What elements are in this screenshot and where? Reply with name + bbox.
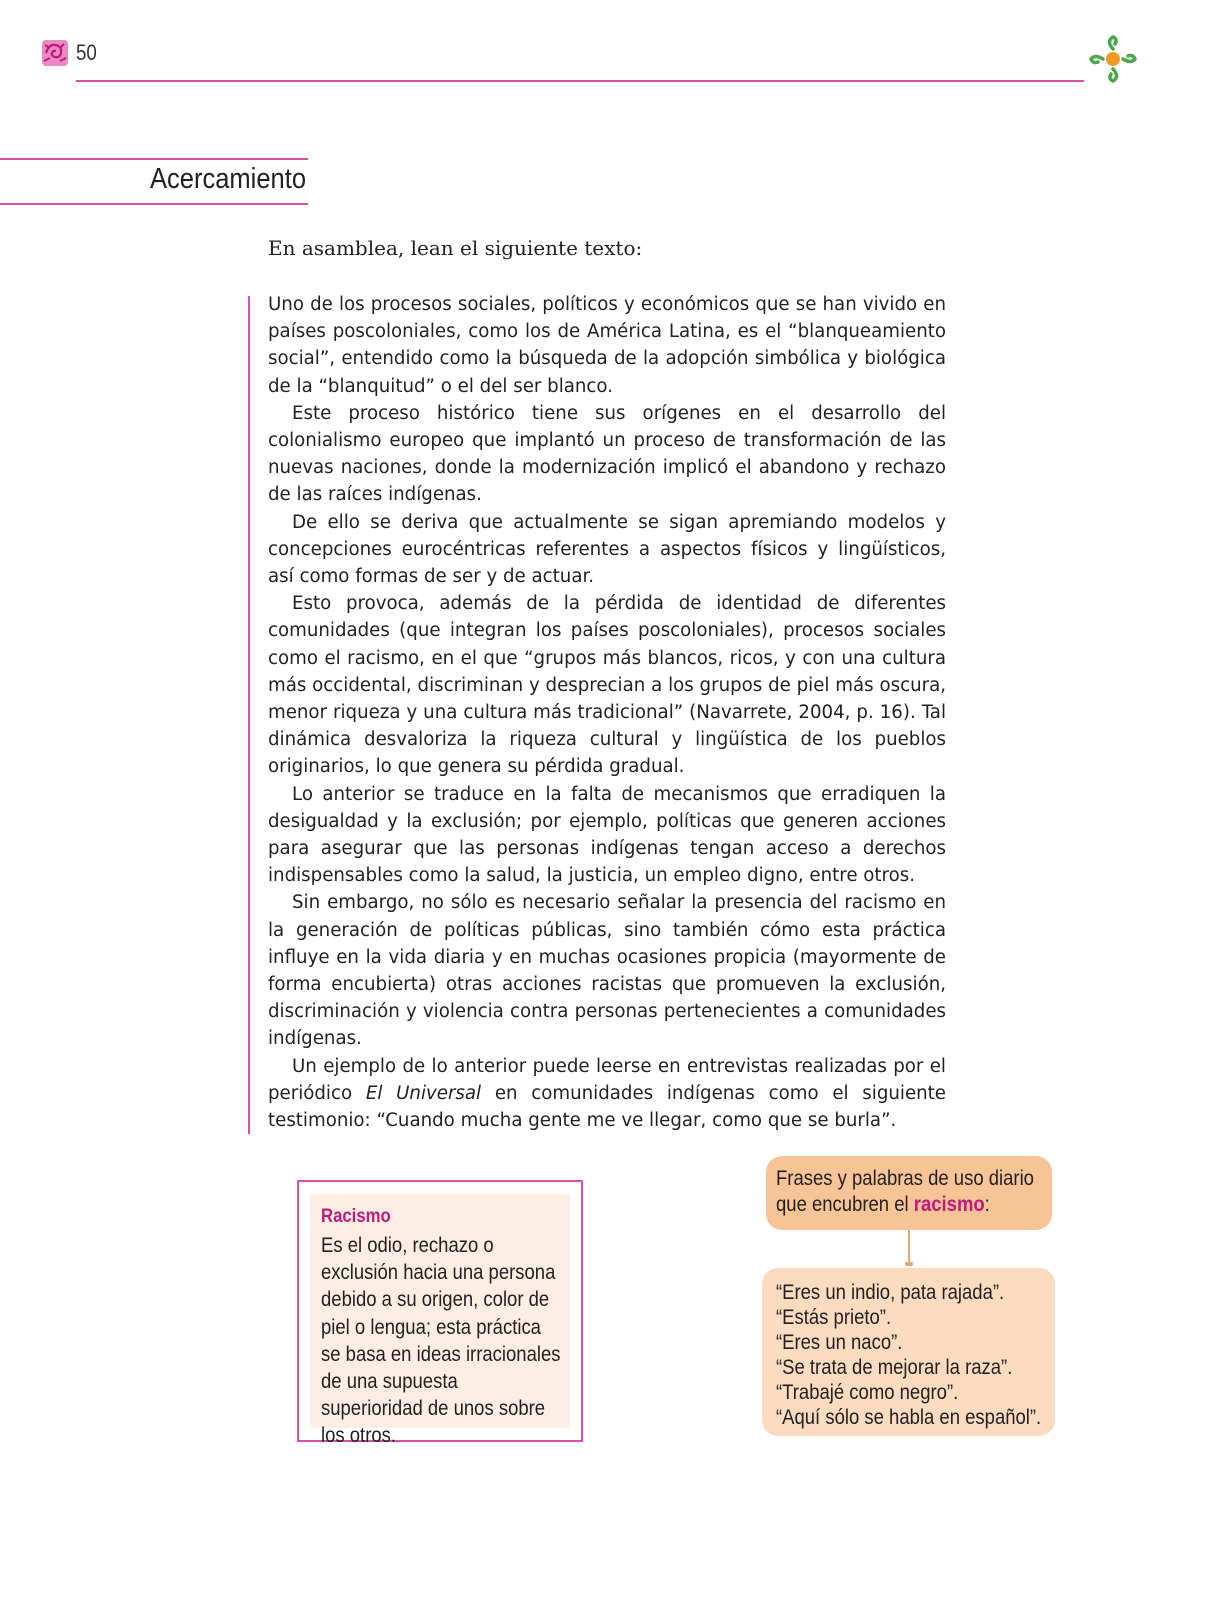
page-number: 50 [76, 40, 97, 65]
reading-text: Un ejemplo de lo anterior puede leerse en entrevistas realizadas por el periódico [268, 1055, 946, 1104]
reading-text: en comunidades indígenas como el siguiente testimonio: “Cuando mucha gente me ve llegar, como que se burla”. [268, 1082, 946, 1132]
section-rule-bottom [0, 203, 308, 205]
flower-logo-icon [1086, 33, 1140, 85]
definition-term: Racismo [321, 1206, 391, 1227]
reading-paragraph: Esto provoca, además de la pérdida de identidad de diferentes comunidades (que integran los países poscoloniales), procesos sociales como el racismo, en el que “grupos más blancos, ricos, y con una cultura más occidental, discriminan y desprecian a los grupos de piel más oscura, menor riqueza y una cultura más tradicional” (Navarrete, 2004, p. 16). Tal dinámica desvaloriza la riqueza cultural y lingüística de los pueblos originarios, lo que genera su pérdida gradual. [268, 593, 946, 778]
phrase-item: “Eres un naco”. [776, 1330, 903, 1354]
instruction-text: En asamblea, lean el siguiente texto: [268, 236, 643, 260]
phrase-item: “Aquí sólo se habla en español”. [776, 1405, 1042, 1429]
newspaper-title: El Universal [365, 1082, 482, 1104]
phrases-header-highlight: racismo [913, 1192, 985, 1216]
reading-paragraph: Sin embargo, no sólo es necesario señalar la presencia del racismo en la generación de políticas públicas, sino también cómo esta práctica influye en la vida diaria y en muchas ocasiones propicia (mayormente de forma encubierta) otras acciones racistas que promueven la exclusión, discriminación y violencia contra personas pertenecientes a comunidades indígenas. [268, 892, 946, 1050]
phrases-list-box [762, 1268, 1055, 1436]
header-divider [76, 80, 1084, 82]
phrase-item: “Estás prieto”. [776, 1305, 892, 1329]
phrase-item: “Trabajé como negro”. [776, 1380, 959, 1404]
reading-paragraph: Este proceso histórico tiene sus orígenes en el desarrollo del colonialismo europeo que implantó un proceso de transformación de las nuevas naciones, donde la modernización implicó el abandono y rechazo de las raíces indígenas. [268, 402, 946, 506]
diagram-connector [908, 1230, 910, 1266]
reading-paragraph [268, 1053, 946, 1135]
definition-box-inner [310, 1194, 570, 1448]
section-title: Acercamiento [150, 163, 307, 195]
phrases-header-box [766, 1156, 1052, 1230]
section-rule-top [0, 158, 308, 160]
definition-box [297, 1180, 583, 1448]
phrases-header-text [776, 1165, 1051, 1217]
definition-text: Es el odio, rechazo o exclusión hacia una persona debido a su origen, color de piel o lengua; esta práctica se basa en ideas irracionales de una supuesta superioridad de unos sobre los otros. [321, 1233, 561, 1448]
reading-side-bar [248, 296, 250, 1134]
phrase-item: “Se trata de mejorar la raza”. [776, 1355, 1013, 1379]
reading-paragraph: Uno de los procesos sociales, políticos y económicos que se han vivido en países poscoloniales, como los de América Latina, es el “blanqueamiento social”, entendido como la búsqueda de la adopción simbólica y biológica de la “blanquitud” o el del ser blanco. [268, 294, 946, 397]
reading-paragraph: Lo anterior se traduce en la falta de mecanismos que erradiquen la desigualdad y la exclusión; por ejemplo, políticas que generen acciones para asegurar que las personas indígenas tengan acceso a derechos indispensables como la salud, la justicia, un empleo digno, entre otros. [268, 783, 946, 887]
reading-paragraph: De ello se deriva que actualmente se sigan apremiando modelos y concepciones eurocéntricas referentes a aspectos físicos y lingüísticos, así como formas de ser y de actuar. [268, 511, 946, 588]
phrases-list [776, 1280, 1051, 1430]
phrases-header-colon: : [984, 1192, 990, 1216]
diagram-connector-tip [905, 1262, 913, 1266]
reading-passage [268, 291, 946, 1134]
phrase-item: “Eres un indio, pata rajada”. [776, 1280, 1005, 1304]
phrases-header-label: Frases y palabras de uso diario que encubren el [776, 1166, 1034, 1216]
decorative-emblem-icon [41, 39, 69, 67]
